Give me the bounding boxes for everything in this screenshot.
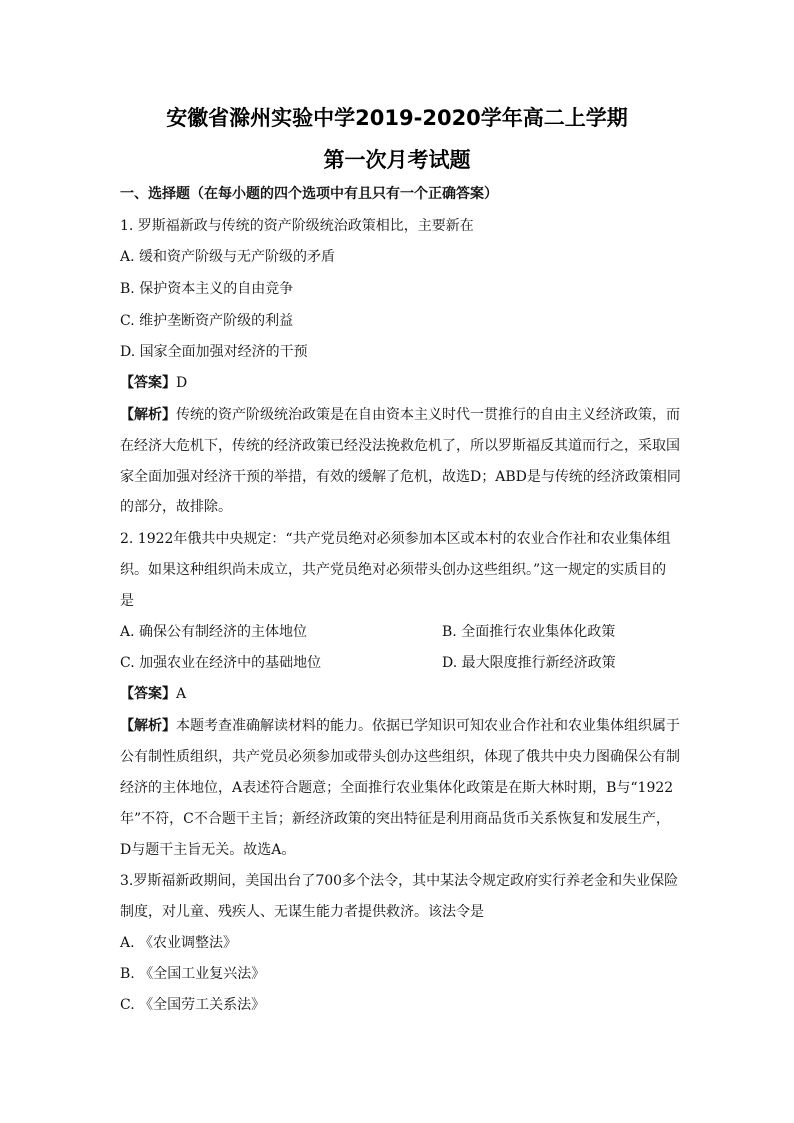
- q2-stem-line: 2. 1922年俄共中央规定：“共产党员绝对必须参加本区或本村的农业合作社和农业集体组: [120, 531, 671, 547]
- q2-option-b: B. 全面推行农业集体化政策: [442, 624, 616, 640]
- answer-label: 【答案】: [120, 375, 176, 391]
- analysis-text: 本题考查准确解读材料的能力。依据已学知识可知农业合作社和农业集体组织属于: [176, 718, 680, 734]
- q2-option-d: D. 最大限度推行新经济政策: [442, 655, 616, 671]
- q1-answer: [120, 373, 187, 393]
- q2-answer: [120, 684, 186, 704]
- q2-analysis-line: 公有制性质组织，共产党员必须参加或带头创办这些组织，体现了俄共中央力图确保公有制: [120, 749, 680, 765]
- q3-stem-line: 3.罗斯福新政期间，美国出台了700多个法令，其中某法令规定政府实行养老金和失业保险: [120, 873, 679, 889]
- q2-option-c: C. 加强农业在经济中的基础地位: [120, 655, 322, 671]
- q2-analysis-line: 经济的主体地位，A表述符合题意；全面推行农业集体化政策是在斯大林时期，B与“1922: [120, 780, 674, 796]
- q3-option-b: B. 《全国工业复兴法》: [120, 966, 266, 982]
- document-title-line1: 安徽省滁州实验中学2019-2020学年高二上学期: [166, 106, 628, 130]
- q2-analysis-line: D与题干主旨无关。故选A。: [120, 842, 296, 858]
- q2-stem-line: 织。如果这种组织尚未成立，共产党员绝对必须带头创办这些组织。”这一规定的实质目的: [120, 562, 667, 578]
- q3-option-c: C. 《全国劳工关系法》: [120, 997, 266, 1013]
- answer-label: 【答案】: [120, 686, 176, 702]
- q1-option-b: B. 保护资本主义的自由竞争: [120, 281, 294, 297]
- q2-analysis-line: [120, 716, 680, 736]
- q3-stem-line: 制度，对儿童、残疾人、无谋生能力者提供救济。该法令是: [120, 904, 484, 920]
- q1-analysis-line: 在经济大危机下，传统的经济政策已经没法挽救危机了，所以罗斯福反其道而行之，采取国: [120, 438, 680, 454]
- q3-option-a: A. 《农业调整法》: [120, 935, 238, 951]
- analysis-label: 【解析】: [120, 407, 176, 423]
- q1-analysis-line: [120, 405, 680, 425]
- q2-stem-line: 是: [120, 593, 134, 609]
- q1-option-d: D. 国家全面加强对经济的干预: [120, 344, 308, 360]
- q1-option-a: A. 缓和资产阶级与无产阶级的矛盾: [120, 249, 336, 265]
- q2-option-a: A. 确保公有制经济的主体地位: [120, 624, 308, 640]
- answer-value: D: [176, 375, 188, 391]
- document-title-line2: 第一次月考试题: [323, 148, 471, 172]
- section-heading: 一、选择题（在每小题的四个选项中有且只有一个正确答案）: [120, 186, 498, 202]
- analysis-text: 传统的资产阶级统治政策是在自由资本主义时代一贯推行的自由主义经济政策，而: [176, 407, 680, 423]
- analysis-label: 【解析】: [120, 718, 176, 734]
- q2-analysis-line: 年”不符，C不合题干主旨；新经济政策的突出特征是利用商品货币关系恢复和发展生产，: [120, 811, 670, 827]
- answer-value: A: [176, 686, 187, 702]
- q1-stem: 1. 罗斯福新政与传统的资产阶级统治政策相比，主要新在: [120, 218, 474, 234]
- q1-analysis-line: 家全面加强对经济干预的举措，有效的缓解了危机，故选D；ABD是与传统的经济政策相同: [120, 469, 681, 485]
- q1-analysis-line: 的部分，故排除。: [120, 499, 232, 515]
- q1-option-c: C. 维护垄断资产阶级的利益: [120, 313, 294, 329]
